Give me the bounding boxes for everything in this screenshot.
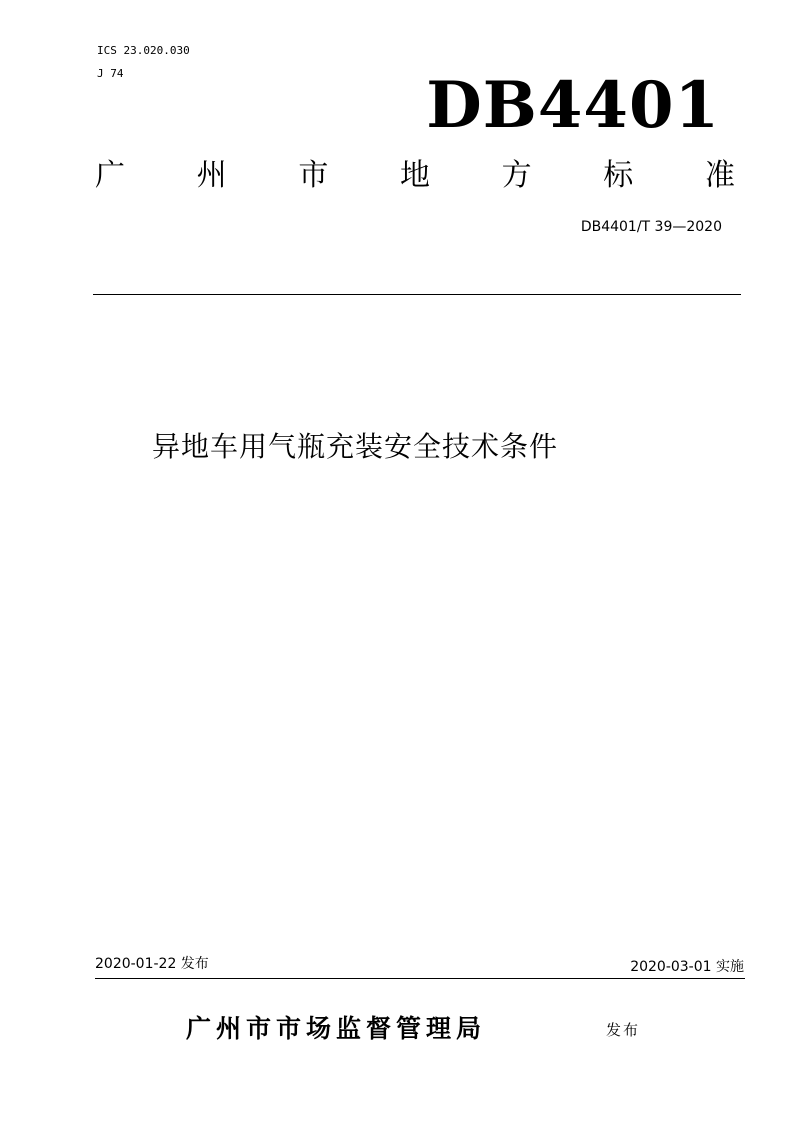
standard-code-logo: DB4401 <box>426 68 720 143</box>
standard-type-char: 准 <box>704 158 735 193</box>
header-divider <box>93 294 741 295</box>
standard-type-char: 州 <box>196 158 227 193</box>
standard-type-char: 方 <box>501 158 532 193</box>
standard-type-char: 市 <box>298 158 329 193</box>
standard-type-char: 标 <box>603 158 634 193</box>
standard-type-heading <box>95 156 735 196</box>
standard-number: DB4401/T 39—2020 <box>580 219 722 235</box>
standard-type-char: 广 <box>95 158 125 193</box>
issuing-authority: 广州市市场监督管理局 <box>186 1014 487 1043</box>
classification-code: J 74 <box>97 67 124 80</box>
ics-code: ICS 23.020.030 <box>97 44 190 57</box>
issued-label: 发布 <box>606 1021 641 1039</box>
implementation-date: 2020-03-01 实施 <box>630 959 744 975</box>
standard-type-char: 地 <box>399 158 430 193</box>
footer-divider <box>95 978 745 979</box>
document-title: 异地车用气瓶充装安全技术条件 <box>152 430 559 463</box>
issue-date: 2020-01-22 发布 <box>95 956 209 972</box>
